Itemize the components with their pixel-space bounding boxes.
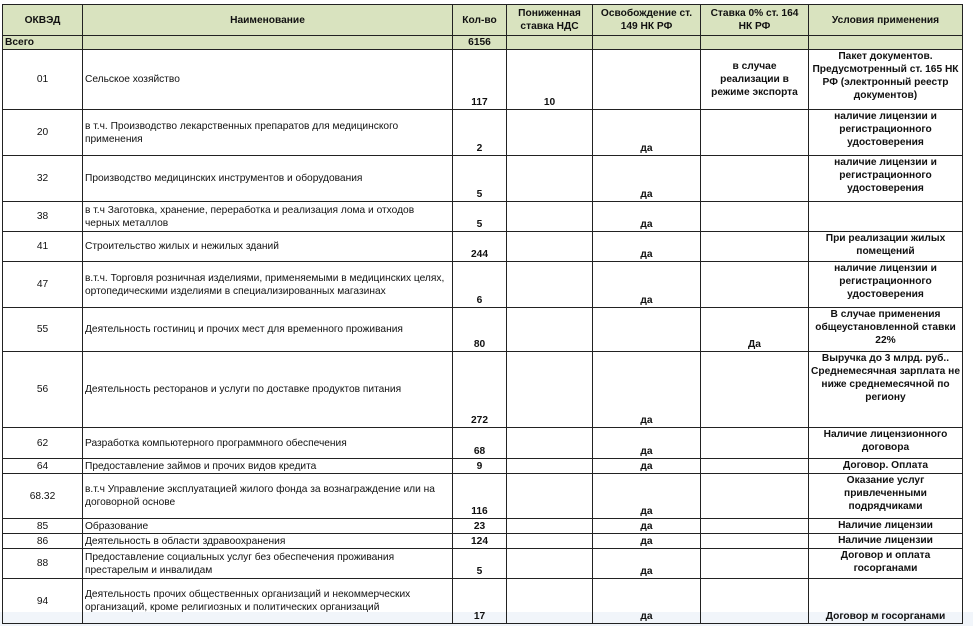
- okved-code-cell: 86: [3, 534, 83, 549]
- conditions-cell: Договор. Оплата: [809, 459, 963, 474]
- exemption-cell: да: [593, 459, 701, 474]
- activity-name-cell: в т.ч. Производство лекарственных препаратов для медицинского применения: [83, 110, 453, 156]
- header-reduced-vat: Пониженная ставка НДС: [507, 5, 593, 36]
- conditions-cell: Договор и оплата госорганами: [809, 549, 963, 579]
- exemption-cell: да: [593, 232, 701, 262]
- quantity-cell: 17: [453, 579, 507, 624]
- total-qty: 6156: [453, 36, 507, 50]
- reduced-vat-cell: [507, 352, 593, 428]
- exemption-cell: да: [593, 156, 701, 202]
- activity-name-cell: Деятельность ресторанов и услуги по доставке продуктов питания: [83, 352, 453, 428]
- conditions-cell: Договор м госорганами: [809, 579, 963, 624]
- conditions-cell: наличие лицензии и регистрационного удостоверения: [809, 156, 963, 202]
- conditions-cell: Наличие лицензионного договора: [809, 428, 963, 459]
- okved-code-cell: 56: [3, 352, 83, 428]
- quantity-cell: 68: [453, 428, 507, 459]
- table-row: [3, 579, 963, 624]
- reduced-vat-cell: [507, 232, 593, 262]
- quantity-cell: 5: [453, 549, 507, 579]
- exemption-cell: да: [593, 579, 701, 624]
- zero-rate-cell: [701, 459, 809, 474]
- okved-vat-table: [2, 4, 963, 624]
- table-row: [3, 202, 963, 232]
- reduced-vat-cell: [507, 459, 593, 474]
- exemption-cell: [593, 50, 701, 110]
- header-name: Наименование: [83, 5, 453, 36]
- activity-name-cell: Предоставление займов и прочих видов кредита: [83, 459, 453, 474]
- reduced-vat-cell: [507, 202, 593, 232]
- reduced-vat-cell: [507, 519, 593, 534]
- table-row: [3, 352, 963, 428]
- table-row: [3, 232, 963, 262]
- total-empty: [701, 36, 809, 50]
- activity-name-cell: в.т.ч Управление эксплуатацией жилого фонда за вознаграждение или на договорной основе: [83, 474, 453, 519]
- total-label: Всего: [3, 36, 83, 50]
- zero-rate-cell: в случае реализации в режиме экспорта: [701, 50, 809, 110]
- conditions-cell: Пакет документов. Предусмотренный ст. 165 НК РФ (электронный реестр документов): [809, 50, 963, 110]
- activity-name-cell: в.т.ч. Торговля розничная изделиями, применяемыми в медицинских целях, ортопедическими изделиями в специализированных магазинах: [83, 262, 453, 308]
- conditions-cell: В случае применения общеустановленной ставки 22%: [809, 308, 963, 352]
- zero-rate-cell: [701, 262, 809, 308]
- activity-name-cell: Строительство жилых и нежилых зданий: [83, 232, 453, 262]
- quantity-cell: 124: [453, 534, 507, 549]
- reduced-vat-cell: [507, 308, 593, 352]
- conditions-cell: При реализации жилых помещений: [809, 232, 963, 262]
- reduced-vat-cell: [507, 579, 593, 624]
- total-empty: [593, 36, 701, 50]
- exemption-cell: да: [593, 110, 701, 156]
- reduced-vat-cell: 10: [507, 50, 593, 110]
- conditions-cell: Наличие лицензии: [809, 519, 963, 534]
- total-row: [3, 36, 963, 50]
- reduced-vat-cell: [507, 534, 593, 549]
- table-row: [3, 549, 963, 579]
- table-row: [3, 459, 963, 474]
- zero-rate-cell: [701, 474, 809, 519]
- exemption-cell: да: [593, 428, 701, 459]
- activity-name-cell: Производство медицинских инструментов и оборудования: [83, 156, 453, 202]
- zero-rate-cell: [701, 156, 809, 202]
- okved-code-cell: 94: [3, 579, 83, 624]
- reduced-vat-cell: [507, 428, 593, 459]
- reduced-vat-cell: [507, 262, 593, 308]
- table-row: [3, 110, 963, 156]
- table-row: [3, 519, 963, 534]
- zero-rate-cell: [701, 202, 809, 232]
- total-empty: [83, 36, 453, 50]
- header-zero-rate: Ставка 0% ст. 164 НК РФ: [701, 5, 809, 36]
- quantity-cell: 6: [453, 262, 507, 308]
- table-row: [3, 428, 963, 459]
- okved-code-cell: 88: [3, 549, 83, 579]
- header-exemption: Освобождение ст. 149 НК РФ: [593, 5, 701, 36]
- zero-rate-cell: [701, 352, 809, 428]
- header-qty: Кол-во: [453, 5, 507, 36]
- zero-rate-cell: [701, 232, 809, 262]
- quantity-cell: 116: [453, 474, 507, 519]
- table-row: [3, 262, 963, 308]
- okved-code-cell: 32: [3, 156, 83, 202]
- okved-code-cell: 01: [3, 50, 83, 110]
- okved-code-cell: 68.32: [3, 474, 83, 519]
- quantity-cell: 5: [453, 202, 507, 232]
- quantity-cell: 5: [453, 156, 507, 202]
- zero-rate-cell: [701, 534, 809, 549]
- zero-rate-cell: [701, 549, 809, 579]
- exemption-cell: да: [593, 534, 701, 549]
- quantity-cell: 9: [453, 459, 507, 474]
- exemption-cell: да: [593, 262, 701, 308]
- okved-code-cell: 55: [3, 308, 83, 352]
- conditions-cell: Наличие лицензии: [809, 534, 963, 549]
- okved-code-cell: 47: [3, 262, 83, 308]
- quantity-cell: 23: [453, 519, 507, 534]
- exemption-cell: да: [593, 352, 701, 428]
- conditions-cell: [809, 202, 963, 232]
- activity-name-cell: Сельское хозяйство: [83, 50, 453, 110]
- total-empty: [507, 36, 593, 50]
- okved-code-cell: 64: [3, 459, 83, 474]
- exemption-cell: да: [593, 549, 701, 579]
- exemption-cell: да: [593, 202, 701, 232]
- activity-name-cell: Деятельность в области здравоохранения: [83, 534, 453, 549]
- quantity-cell: 2: [453, 110, 507, 156]
- table-row: [3, 50, 963, 110]
- exemption-cell: да: [593, 519, 701, 534]
- okved-code-cell: 41: [3, 232, 83, 262]
- table-row: [3, 534, 963, 549]
- quantity-cell: 80: [453, 308, 507, 352]
- header-row: [3, 5, 963, 36]
- table-row: [3, 308, 963, 352]
- reduced-vat-cell: [507, 156, 593, 202]
- okved-code-cell: 85: [3, 519, 83, 534]
- header-okved: ОКВЭД: [3, 5, 83, 36]
- activity-name-cell: Деятельность прочих общественных организаций и некоммерческих организаций, кроме религиозных и политических организаций: [83, 579, 453, 624]
- reduced-vat-cell: [507, 549, 593, 579]
- activity-name-cell: Образование: [83, 519, 453, 534]
- okved-code-cell: 38: [3, 202, 83, 232]
- activity-name-cell: Предоставление социальных услуг без обеспечения проживания престарелым и инвалидам: [83, 549, 453, 579]
- okved-code-cell: 62: [3, 428, 83, 459]
- conditions-cell: Выручка до 3 млрд. руб.. Среднемесячная зарплата не ниже среднемесячной по региону: [809, 352, 963, 428]
- okved-code-cell: 20: [3, 110, 83, 156]
- quantity-cell: 117: [453, 50, 507, 110]
- conditions-cell: наличие лицензии и регистрационного удостоверения: [809, 110, 963, 156]
- zero-rate-cell: [701, 428, 809, 459]
- table-row: [3, 156, 963, 202]
- zero-rate-cell: Да: [701, 308, 809, 352]
- activity-name-cell: Деятельность гостиниц и прочих мест для временного проживания: [83, 308, 453, 352]
- quantity-cell: 244: [453, 232, 507, 262]
- quantity-cell: 272: [453, 352, 507, 428]
- zero-rate-cell: [701, 110, 809, 156]
- reduced-vat-cell: [507, 110, 593, 156]
- exemption-cell: [593, 308, 701, 352]
- header-conditions: Условия применения: [809, 5, 963, 36]
- exemption-cell: да: [593, 474, 701, 519]
- conditions-cell: наличие лицензии и регистрационного удостоверения: [809, 262, 963, 308]
- zero-rate-cell: [701, 579, 809, 624]
- reduced-vat-cell: [507, 474, 593, 519]
- conditions-cell: Оказание услуг привлеченными подрядчиками: [809, 474, 963, 519]
- activity-name-cell: в т.ч Заготовка, хранение, переработка и реализация лома и отходов черных металлов: [83, 202, 453, 232]
- zero-rate-cell: [701, 519, 809, 534]
- table-row: [3, 474, 963, 519]
- total-empty: [809, 36, 963, 50]
- activity-name-cell: Разработка компьютерного программного обеспечения: [83, 428, 453, 459]
